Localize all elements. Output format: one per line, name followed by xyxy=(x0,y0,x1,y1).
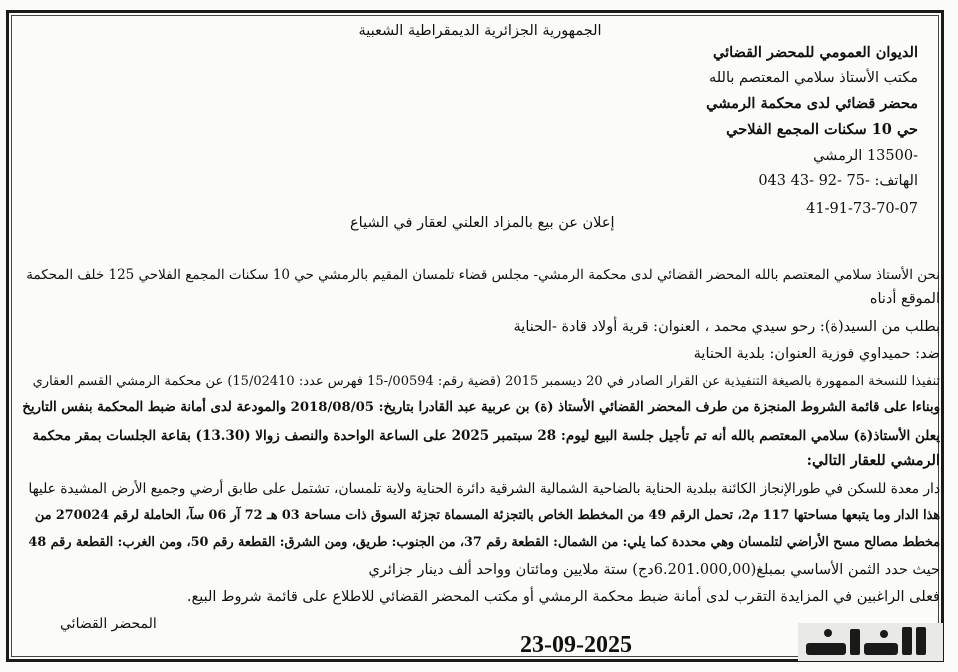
republic-header: الجمهورية الجزائرية الديمقراطية الشعبية xyxy=(358,23,602,39)
announcement-line2: الرمشي للعقار التالي: xyxy=(806,452,940,469)
newspaper-logo-icon xyxy=(798,617,943,665)
office-of: مكتب الأستاذ سلامي المعتصم بالله xyxy=(708,70,918,86)
property-line1: دار معدة للسكن في طورالإنجاز الكائنة ببلدية الحناية بالضاحية الشمالية الشرقية دائرة الحناية ولاية تلمسان، تشتمل على طابق أرضي وجميع الأرض المشيدة عليها xyxy=(28,481,940,497)
newspaper-logo xyxy=(798,617,943,665)
signature: المحضر القضائي xyxy=(60,616,157,632)
phone-secondary: 41-91-73-70-07 xyxy=(806,201,918,217)
publication-date: 23-09-2025 xyxy=(520,632,632,658)
office-title: الديوان العمومي للمحضر القضائي xyxy=(712,44,918,61)
requester: بطلب من السيد(ة): رحو سيدي محمد ، العنوان: قرية أولاد قادة -الحناية xyxy=(513,319,940,335)
base-price: حيث حدد الثمن الأساسي بمبلغ(6.201.000,00دج) ستة ملايين ومائتان وواحد ألف دينار جزائري xyxy=(368,562,940,578)
paragraph-intro-line1: نحن الأستاذ سلامي المعتصم بالله المحضر القضائي لدى محكمة الرمشي- مجلس قضاء تلمسان المقيم بالرمشي حي 10 سكنات المجمع الفلاحي 125 خلف المحكمة xyxy=(26,267,940,283)
notice-title: إعلان عن بيع بالمزاد العلني لعقار في الشياع xyxy=(350,215,615,231)
phone: الهاتف: -75 -92 -43 043 xyxy=(758,173,918,189)
announcement-line1: يعلن الأستاذ(ة) سلامي المعتصم بالله أنه تم تأجيل جلسة البيع ليوم: 28 سبتمبر 2025 على الساعة الواحدة والنصف زوالا (13.30) بقاعة الجلسات بمقر محكمة xyxy=(32,428,940,444)
property-line3: مخطط مصالح مسح الأراضي لتلمسان وهي محددة كما يلي: من الشمال: القطعة رقم 37، من الجنوب: طريق، ومن الشرق: القطعة رقم 50، ومن الغرب: القطعة رقم 48 xyxy=(28,535,940,550)
paragraph-intro-line2: الموقع أدناه xyxy=(869,291,940,307)
postal-code: -13500 الرمشي xyxy=(813,148,918,164)
against: ضد: حميداوي فوزية العنوان: بلدية الحناية xyxy=(693,346,940,362)
property-line2: هذا الدار وما يتبعها مساحتها 117 م2، تحمل الرقم 49 من المخطط الخاص بالتجزئة المسماة تجزئة السوق ذات مساحة 03 هـ 72 آر 06 سآ، الحاملة لرقم 270024 من xyxy=(34,508,940,523)
office-address: حي 10 سكنات المجمع الفلاحي xyxy=(726,121,918,138)
bidders-notice: فعلى الراغبين في المزايدة التقرب لدى أمانة ضبط محكمة الرمشي أو مكتب المحضر القضائي للاطلاع على قائمة شروط البيع. xyxy=(186,589,940,605)
execution-line1: تنفيذا للنسخة الممهورة بالصيغة التنفيذية عن القرار الصادر في 20 ديسمبر 2015 (قضية رقم: 00594/-15 فهرس عدد: 15/02410) عن محكمة الرمشي القسم العقاري xyxy=(32,374,940,389)
bailiff-at: محضر قضائي لدى محكمة الرمشي xyxy=(706,95,918,112)
execution-line2: وبناءا على قائمة الشروط المنجزة من طرف المحضر القضائي الأستاذ (ة) بن عربية عبد القادرا بتاريخ: 2018/08/05 والمودعة لدى أمانة ضبط المحكمة بنفس التاريخ xyxy=(22,400,940,415)
